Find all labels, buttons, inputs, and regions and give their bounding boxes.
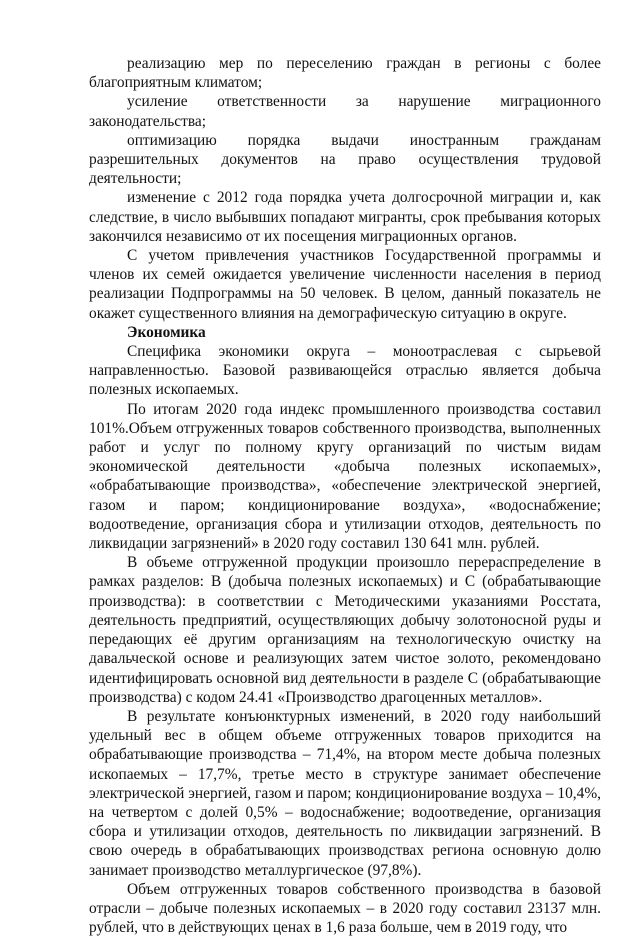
paragraph-redistribution: В объеме отгруженной продукции произошло перераспределение в рамках разделов: В (добыча полезных ископаемых) и С (обрабатывающие производства): в соответствии с Методическими указаниями Росстата, деятельность предприятий, осуществляющих добычу золотоносной руды и передающих её другим организациям на технологическую очистку на давальческой основе и реализующих затем чистое золото, рекомендовано идентифицировать основной вид деятельности в разделе С (обрабатывающие производства) с кодом 24.41 «Производство драгоценных металлов». xyxy=(89,554,601,706)
paragraph-resettlement: реализацию мер по переселению граждан в регионы с более благоприятным климатом; xyxy=(89,55,601,92)
section-heading-economy: Экономика xyxy=(127,323,206,341)
paragraph-structure-shares: В результате конъюнктурных изменений, в 2020 году наибольший удельный вес в общем объеме отгруженных товаров приходится на обрабатывающие производства – 71,4%, на втором месте добыча полезных ископаемых – 17,7%, третье место в структуре занимает обеспечение электрической энергией, газом и паром; кондиционирование воздуха – 10,4%, на четвертом с долей 0,5% – водоснабжение; водоотведение, организация сбора и утилизации отходов, деятельность по ликвидации загрязнений. В свою очередь в обрабатывающих производствах региона основную долю занимает производство металлургическое (97,8%). xyxy=(89,707,601,879)
paragraph-migration-accounting: изменение с 2012 года порядка учета долгосрочной миграции и, как следствие, в число выбывших попадают мигранты, срок пребывания которых закончился независимо от их посещения миграционных органов. xyxy=(89,189,601,245)
document-page xyxy=(89,54,601,937)
paragraph-population-forecast: С учетом привлечения участников Государственной программы и членов их семей ожидается увеличение численности населения в период реализации Подпрограммы на 50 человек. В целом, данный показатель не окажет существенного влияния на демографическую ситуацию в округе. xyxy=(89,247,601,322)
paragraph-industrial-index: По итогам 2020 года индекс промышленного производства составил 101%.Объем отгруженных товаров собственного производства, выполненных работ и услуг по полному кругу организаций по чистым видам экономической деятельности «добыча полезных ископаемых», «обрабатывающие производства», «обеспечение электрической энергией, газом и паром; кондиционирование воздуха», «водоснабжение; водоотведение, организация сбора и утилизации отходов, деятельность по ликвидации загрязнений» в 2020 году составил 130 641 млн. рублей. xyxy=(89,400,601,553)
paragraph-permits: оптимизацию порядка выдачи иностранным гражданам разрешительных документов на право осуществления трудовой деятельности; xyxy=(89,131,601,188)
paragraph-economy-specifics: Специфика экономики округа – моноотраслевая с сырьевой направленностью. Базовой развивающейся отраслью является добыча полезных ископаемых. xyxy=(89,343,601,399)
paragraph-responsibility: усиление ответственности за нарушение миграционного законодательства; xyxy=(89,93,601,130)
paragraph-mining-volume: Объем отгруженных товаров собственного производства в базовой отрасли – добыче полезных ископаемых – в 2020 году составил 23137 млн. рублей, что в действующих ценах в 1,6 раза больше, чем в 2019 году, что xyxy=(89,880,601,937)
